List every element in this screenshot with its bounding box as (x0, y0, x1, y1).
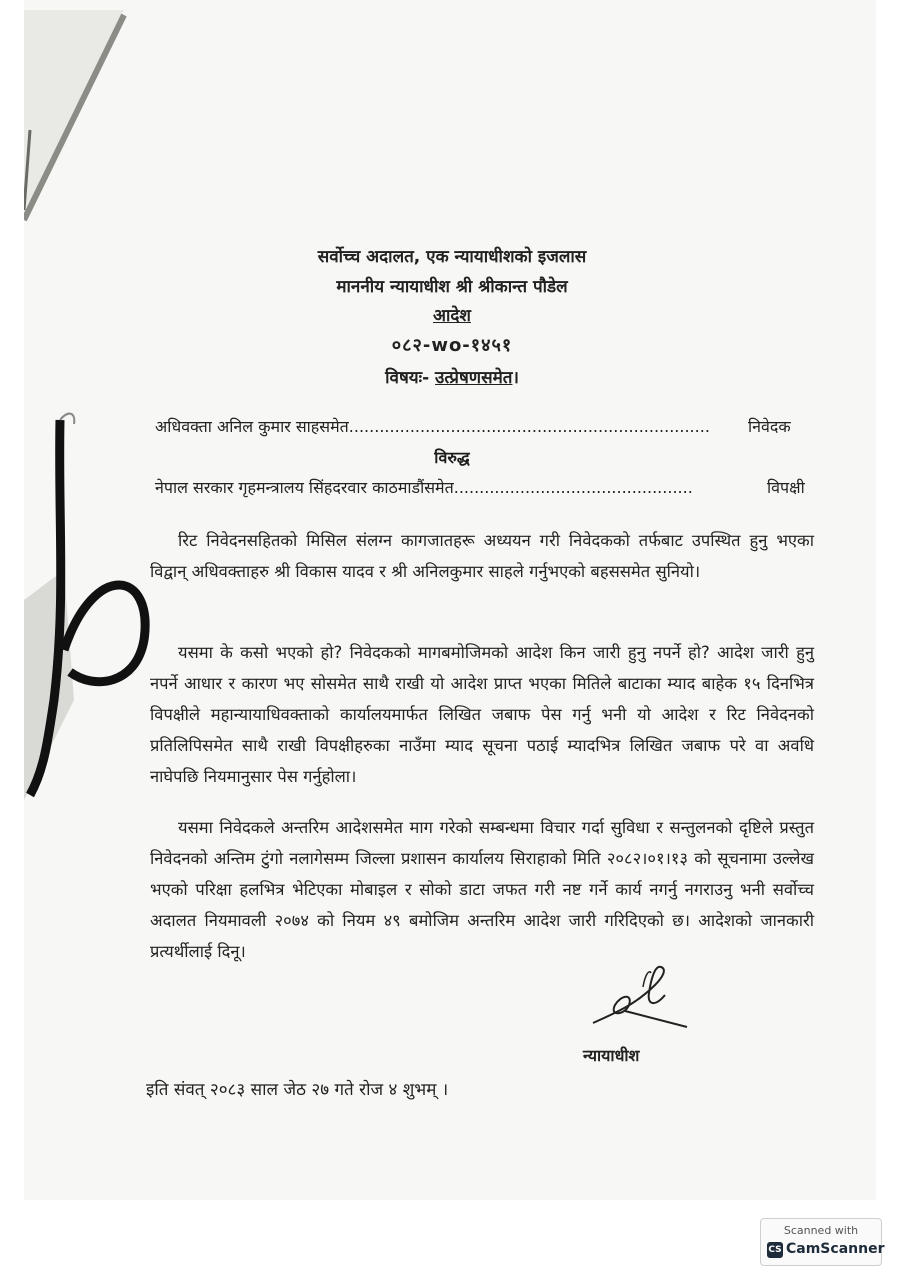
respondent-name: नेपाल सरकार गृहमन्त्रालय सिंहदरवार काठमाडौंसमेत............................................... (155, 478, 693, 497)
closing-date-line: इति संवत् २०८३ साल जेठ २७ गते रोज ४ शुभम् । (146, 1080, 449, 1100)
subject-end: । (512, 368, 519, 388)
subject-label: विषयः- (385, 368, 430, 388)
judge-heading: माननीय न्यायाधीश श्री श्रीकान्त पौडेल (336, 277, 568, 297)
order-paragraph-1: रिट निवेदनसहितको मिसिल संलग्न कागजातहरू अध्ययन गरी निवेदकको तर्फबाट उपस्थित हुनु भएका विद्वान् अधिवक्ताहरु श्री विकास यादव र श्री अनिलकुमार साहले गर्नुभएको बहससमेत सुनियो। (150, 531, 814, 581)
versus-label: विरुद्ध (434, 448, 470, 467)
camscanner-watermark (760, 1218, 885, 1266)
petitioner-role: निवेदक (748, 417, 791, 436)
order-paragraph-3: यसमा निवेदकले अन्तरिम आदेशसमेत माग गरेको सम्बन्धमा विचार गर्दा सुविधा र सन्तुलनको दृष्टिले प्रस्तुत निवेदनको अन्तिम टुंगो नलागेसम्म जिल्ला प्रशासन कार्यालय सिराहाको मिति २०८२।०१।१३ को सूचनामा उल्लेख भएको परिक्षा हलभित्र भेटिएका मोबाइल र सोको डाटा जफत गरी नष्ट गर्ने कार्य नगर्नु नगराउनु भनी सर्वोच्च अदालत नियमावली २०७४ को नियम ४९ बमोजिम अन्तरिम आदेश जारी गरिदिएको छ। आदेशको जानकारी प्रत्यर्थीलाई दिनू। (150, 818, 814, 961)
subject-line (0, 365, 904, 388)
subject-value: उत्प्रेषणसमेत (435, 368, 513, 388)
scanned-with-text: Scanned with (783, 1224, 859, 1237)
judge-signature (585, 965, 695, 1035)
document-type: आदेश (433, 306, 471, 326)
judge-label: न्यायाधीश (583, 1046, 640, 1065)
petitioner-name: अधिवक्ता अनिल कुमार साहसमेत....................................................................... (155, 417, 710, 436)
court-heading: सर्वोच्च अदालत, एक न्यायाधीशको इजलास (317, 247, 587, 267)
order-paragraph-2: यसमा के कसो भएको हो? निवेदकको मागबमोजिमको आदेश किन जारी हुनु नपर्ने हो? आदेश जारी हुनु नपर्ने आधार र कारण भए सोसमेत साथै राखी यो आदेश प्राप्त भएका मितिले बाटाका म्याद बाहेक १५ दिनभित्र विपक्षीले महान्यायाधिवक्ताको कार्यालयमार्फत लिखित जबाफ पेस गर्नु भनी यो आदेश र रिट निवेदनको प्रतिलिपिसमेत साथै राखी विपक्षीहरुका नाउँमा म्याद सूचना पठाई म्यादभित्र लिखित जबाफ परे वा अवधि नाघेपछि नियमानुसार पेस गर्नुहोला। (150, 643, 814, 786)
camscanner-brand: CamScanner (786, 1241, 885, 1257)
respondent-role: विपक्षी (767, 478, 805, 497)
folded-corner-shadow (24, 10, 134, 230)
case-number: ०८२-wo-१४५१ (391, 335, 513, 356)
camscanner-logo-icon: CS (767, 1242, 783, 1258)
